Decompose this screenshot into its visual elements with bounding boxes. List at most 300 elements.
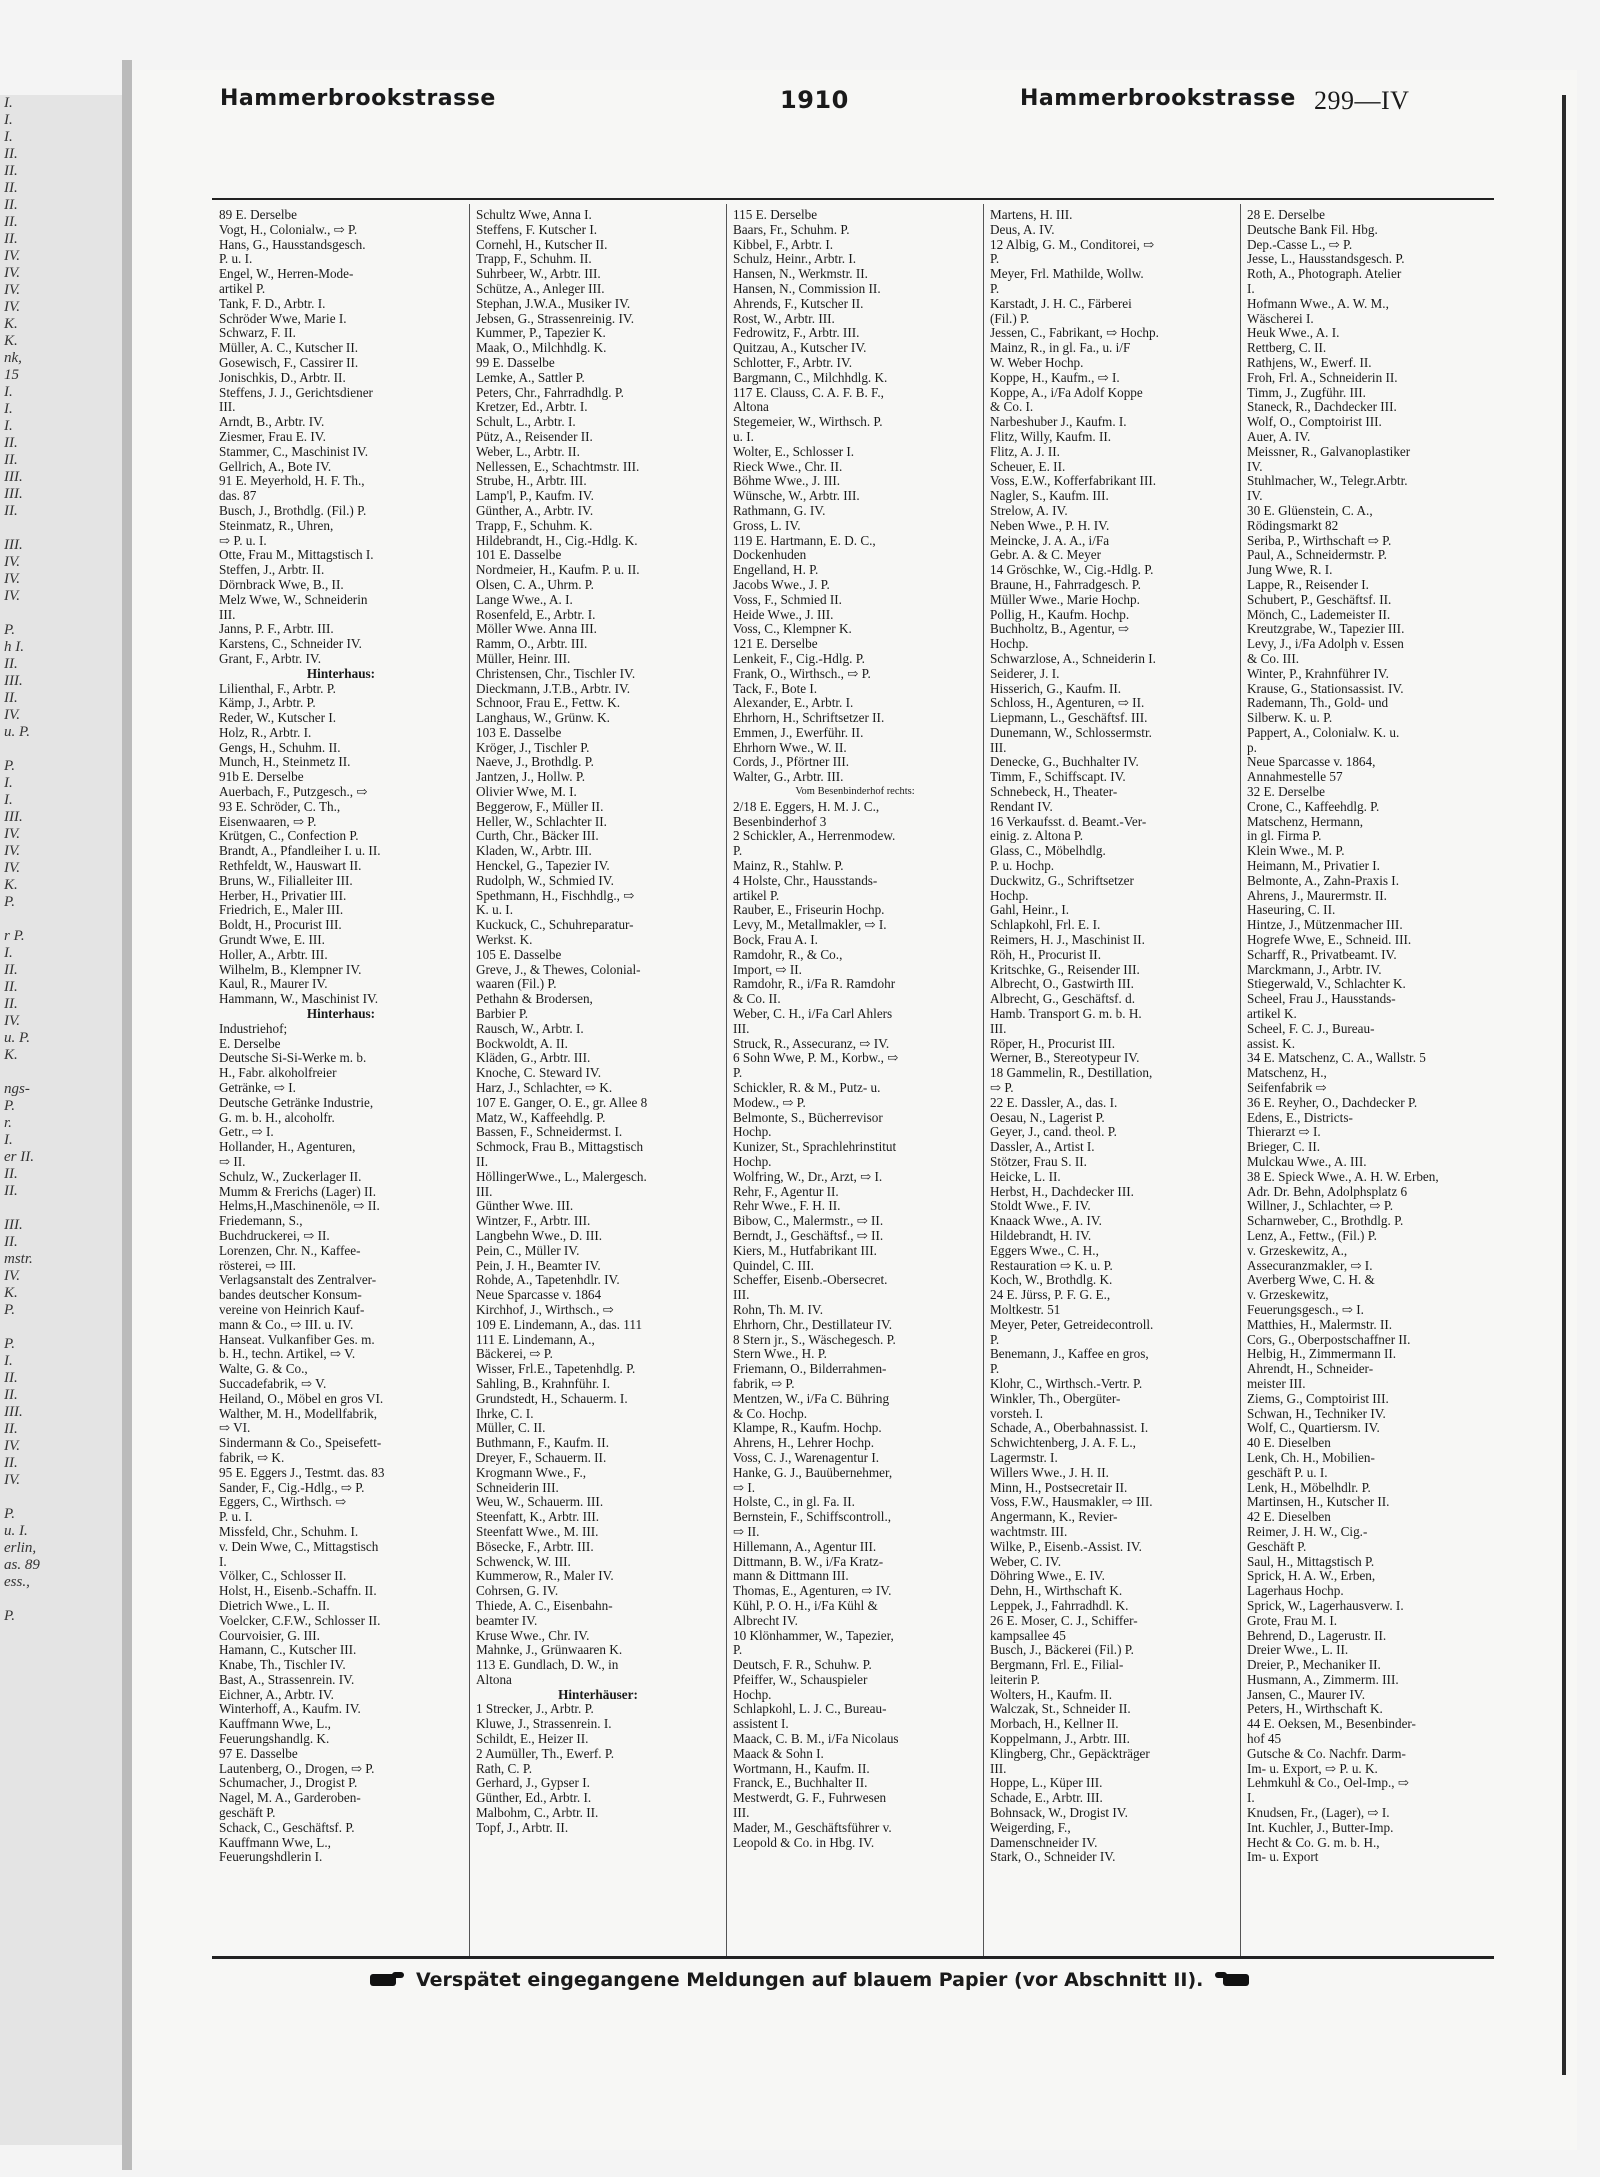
directory-entry: Buchholtz, B., Agentur, ⇨ (990, 622, 1130, 637)
margin-fragment: K. (4, 1047, 18, 1063)
directory-entry: Winterhoff, A., Kaufm. IV. (219, 1702, 361, 1717)
directory-entry: Curth, Chr., Bäcker III. (476, 829, 599, 844)
directory-entry: Grundt Wwe, E. III. (219, 933, 325, 948)
margin-fragment: IV. (4, 265, 20, 281)
directory-entry: Peters, Chr., Fahrradhdlg. P. (476, 385, 624, 400)
directory-entry: 91b E. Derselbe (219, 770, 304, 785)
directory-entry: Rademann, Th., Gold- und (1247, 696, 1389, 711)
directory-entry: Sahling, B., Krahnführ. I. (476, 1376, 611, 1391)
directory-entry: Hamb. Transport G. m. b. H. (990, 1007, 1142, 1022)
directory-entry: Rath, C. P. (476, 1761, 533, 1776)
directory-entry: Glass, C., Möbelhdlg. (990, 844, 1106, 859)
margin-fragment: P. (4, 1098, 15, 1114)
margin-fragment: II. (4, 180, 18, 196)
margin-fragment: II. (4, 656, 18, 672)
directory-entry: (Fil.) P. (990, 311, 1030, 326)
directory-entry: rösterei, ⇨ III. (219, 1258, 296, 1273)
directory-entry: Trapp, F., Schuhm. II. (476, 252, 592, 267)
directory-entry: Gosewisch, F., Cassirer II. (219, 355, 359, 370)
directory-entry: Hecht & Co. G. m. b. H., (1247, 1835, 1380, 1850)
directory-entry: Schwan, H., Techniker IV. (1247, 1406, 1386, 1421)
directory-entry: fabrik, ⇨ P. (733, 1376, 795, 1391)
directory-entry: Heuk Wwe., A. I. (1247, 326, 1340, 341)
directory-entry: 26 E. Moser, C. J., Schiffer- (990, 1613, 1138, 1628)
margin-fragment: IV. (4, 554, 20, 570)
directory-entry: Friedrich, E., Maler III. (219, 903, 344, 918)
directory-entry: Buthmann, F., Kaufm. II. (476, 1436, 610, 1451)
directory-entry: assistent I. (733, 1717, 789, 1732)
directory-entry: Heimann, M., Privatier I. (1247, 859, 1380, 874)
directory-entry: Feuerungshandlg. K. (219, 1732, 330, 1747)
directory-entry: Kunizer, St., Sprachlehrinstitut (733, 1140, 897, 1155)
directory-entry: Neue Sparcasse v. 1864, (1247, 755, 1376, 770)
directory-entry: meister III. (1247, 1376, 1306, 1391)
directory-entry: Kluwe, J., Strassenrein. I. (476, 1717, 612, 1732)
directory-entry: Schickler, R. & M., Putz- u. (733, 1081, 881, 1096)
directory-entry: III. (733, 1806, 750, 1821)
directory-entry: Gellrich, A., Bote IV. (219, 459, 332, 474)
directory-entry: Maack & Sohn I. (733, 1746, 824, 1761)
margin-fragment: IV. (4, 707, 20, 723)
directory-entry: 91 E. Meyerhold, H. F. Th., (219, 474, 365, 489)
directory-entry: Emmen, J., Ewerführ. II. (733, 725, 864, 740)
directory-entry: Günther, A., Arbtr. IV. (476, 503, 594, 518)
directory-entry: III. (990, 740, 1007, 755)
directory-entry: Kühl, P. O. H., i/Fa Kühl & (733, 1598, 878, 1613)
directory-entry: Rendant IV. (990, 799, 1053, 814)
directory-entry: Getränke, ⇨ I. (219, 1081, 296, 1096)
directory-entry: Lamp'l, P., Kaufm. IV. (476, 489, 594, 504)
directory-entry: Brandt, A., Pfandleiher I. u. II. (219, 844, 381, 859)
directory-entry: Ramm, O., Arbtr. III. (476, 637, 588, 652)
directory-entry: Hochp. (990, 637, 1029, 652)
margin-fragment (0, 1200, 122, 1217)
directory-entry: Harz, J., Schlachter, ⇨ K. (476, 1081, 613, 1096)
directory-entry: Wäscherei I. (1247, 311, 1314, 326)
directory-entry: Wünsche, W., Arbtr. III. (733, 489, 860, 504)
directory-entry: Hollander, H., Agenturen, (219, 1140, 356, 1155)
directory-entry: Scheel, F. C. J., Bureau- (1247, 1021, 1375, 1036)
directory-entry: P. (733, 1066, 743, 1081)
directory-entry: beamter IV. (476, 1613, 538, 1628)
directory-entry: Stegemeier, W., Wirthsch. P. (733, 415, 883, 430)
directory-entry: Quindel, C. III. (733, 1258, 814, 1273)
directory-entry: Nellessen, E., Schachtmstr. III. (476, 459, 640, 474)
directory-entry: Timm, J., Zugführ. III. (1247, 385, 1366, 400)
directory-entry: Meyer, Frl. Mathilde, Wollw. (990, 267, 1144, 282)
directory-column-1 (213, 204, 470, 1959)
directory-entry: Int. Kuchler, J., Butter-Imp. (1247, 1820, 1394, 1835)
directory-entry: Tank, F. D., Arbtr. I. (219, 296, 326, 311)
directory-entry: Hildebrandt, H., Cig.-Hdlg. K. (476, 533, 638, 548)
directory-entry: P. (733, 1643, 743, 1658)
directory-entry: ⇨ II. (219, 1155, 246, 1169)
directory-entry: mann & Co., ⇨ III. u. IV. (219, 1317, 354, 1332)
directory-entry: Hoppe, L., Küper III. (990, 1776, 1103, 1791)
margin-fragment: K. (4, 877, 18, 893)
margin-fragment: erlin, (4, 1540, 37, 1556)
directory-entry: Schütze, A., Anleger III. (476, 281, 605, 296)
directory-entry: 4 Holste, Chr., Hausstands- (733, 873, 878, 888)
margin-fragment: II. (4, 962, 18, 978)
margin-fragment: I. (4, 418, 13, 434)
directory-entry: Karstens, C., Schneider IV. (219, 637, 362, 652)
directory-entry: Bohnsack, W., Drogist IV. (990, 1806, 1128, 1821)
directory-entry: Pollig, H., Kaufm. Hochp. (990, 607, 1130, 622)
directory-entry: Feuerungsgesch., ⇨ I. (1247, 1302, 1364, 1317)
directory-entry: Beggerow, F., Müller II. (476, 799, 604, 814)
directory-entry: Albrecht, O., Gastwirth III. (990, 977, 1134, 992)
directory-entry: Günther, Ed., Arbtr. I. (476, 1791, 592, 1806)
directory-entry: Schulz, W., Zuckerlager II. (219, 1169, 362, 1184)
directory-entry: & Co. III. (1247, 651, 1300, 666)
directory-entry: Rost, W., Arbtr. III. (733, 311, 835, 326)
directory-entry: Herber, H., Privatier III. (219, 888, 347, 903)
margin-fragment: III. (4, 673, 23, 689)
directory-entry: Ehrhorn, H., Schriftsetzer II. (733, 711, 885, 726)
directory-entry: Krause, G., Stationsassist. IV. (1247, 681, 1404, 696)
directory-entry: Helms,H.,Maschinenöle, ⇨ II. (219, 1199, 380, 1214)
directory-entry: Deutsch, F. R., Schuhw. P. (733, 1658, 872, 1673)
directory-entry: Koch, W., Brothdlg. K. (990, 1273, 1113, 1288)
directory-entry: Fedrowitz, F., Arbtr. III. (733, 326, 860, 341)
directory-entry: Rathmann, G. IV. (733, 503, 826, 518)
directory-entry: Voss, C., Klempner K. (733, 622, 852, 637)
margin-fragment: III. (4, 486, 23, 502)
directory-entry: Bargmann, C., Milchhdlg. K. (733, 370, 888, 385)
directory-entry: 119 E. Hartmann, E. D. C., (733, 533, 876, 548)
margin-fragment (0, 911, 122, 928)
directory-entry: Malbohm, C., Arbtr. II. (476, 1806, 599, 1821)
directory-entry: K. u. I. (476, 903, 513, 918)
directory-entry: Koppelmann, J., Arbtr. III. (990, 1732, 1130, 1747)
directory-entry: assist. K. (1247, 1036, 1295, 1051)
directory-entry: Damenschneider IV. (990, 1835, 1098, 1850)
directory-entry: Baars, Fr., Schuhm. P. (733, 222, 850, 237)
directory-entry: Schlotter, F., Arbtr. IV. (733, 355, 853, 370)
margin-fragment: II. (4, 1234, 18, 1250)
directory-entry: Thiede, A. C., Eisenbahn- (476, 1598, 613, 1613)
margin-fragment: mstr. (4, 1251, 33, 1267)
directory-entry: Ziesmer, Frau E. IV. (219, 429, 326, 444)
directory-entry: 16 Verkaufsst. d. Beamt.-Ver- (990, 814, 1147, 829)
directory-entry: Holler, A., Arbtr. III. (219, 947, 328, 962)
margin-fragment: I. (4, 401, 13, 417)
directory-entry: P. u. I. (219, 1510, 253, 1525)
directory-entry: Engel, W., Herren-Mode- (219, 267, 354, 282)
previous-page-margin (0, 95, 122, 2145)
directory-entry: Rauber, E., Friseurin Hochp. (733, 903, 885, 918)
directory-entry: Barbier P. (476, 1007, 529, 1022)
directory-entry: Bernstein, F., Schiffscontroll., (733, 1510, 892, 1525)
directory-entry: Meyer, Peter, Getreidecontroll. (990, 1317, 1154, 1332)
directory-entry: III. (733, 1288, 750, 1303)
directory-entry: Schubert, P., Geschäftsf. II. (1247, 592, 1392, 607)
directory-entry: Weber, C. IV. (990, 1554, 1062, 1569)
directory-entry: Bibow, C., Malermstr., ⇨ II. (733, 1214, 884, 1229)
directory-entry: Hans, G., Hausstandsgesch. (219, 237, 366, 252)
margin-fragment (0, 1319, 122, 1336)
directory-entry: Haseuring, C. II. (1247, 903, 1336, 918)
directory-entry: Wolfring, W., Dr., Arzt, ⇨ I. (733, 1169, 883, 1184)
directory-entry: Schack, C., Geschäftsf. P. (219, 1820, 355, 1835)
directory-entry: Hanseat. Vulkanfiber Ges. m. (219, 1332, 375, 1347)
directory-entry: Hogrefe Wwe, E., Schneid. III. (1247, 933, 1412, 948)
directory-entry: einig. z. Altona P. (990, 829, 1084, 844)
directory-entry: 1 Strecker, J., Arbtr. P. (476, 1702, 594, 1717)
margin-fragment: II. (4, 231, 18, 247)
directory-entry: Steffens, J. J., Gerichtsdiener (219, 385, 373, 400)
directory-entry: Lenz, A., Fettw., (Fil.) P. (1247, 1228, 1377, 1243)
directory-entry: 8 Stern jr., S., Wäschegesch. P. (733, 1332, 896, 1347)
directory-entry: Brieger, C. II. (1247, 1140, 1321, 1155)
directory-entry: 111 E. Lindemann, A., (476, 1332, 595, 1347)
margin-fragment: I. (4, 775, 13, 791)
directory-entry: fabrik, ⇨ K. (219, 1450, 285, 1465)
directory-entry: Rettberg, C. II. (1247, 341, 1327, 356)
directory-entry: 103 E. Dasselbe (476, 725, 562, 740)
directory-entry: wachtmstr. III. (990, 1524, 1068, 1539)
directory-entry: Bergmann, Frl. E., Filial- (990, 1658, 1124, 1673)
directory-entry: Bösecke, F., Arbtr. III. (476, 1539, 594, 1554)
margin-fragment: P. (4, 1302, 15, 1318)
directory-entry: Dassler, A., Artist I. (990, 1140, 1095, 1155)
directory-entry: u. I. (733, 429, 754, 444)
directory-entry: Missfeld, Chr., Schuhm. I. (219, 1524, 359, 1539)
directory-entry: Saul, H., Mittagstisch P. (1247, 1554, 1375, 1569)
directory-entry: Dreier, P., Mechaniker II. (1247, 1658, 1381, 1673)
directory-entry: Trapp, F., Schuhm. K. (476, 518, 593, 533)
directory-entry: Flitz, Willy, Kaufm. II. (990, 429, 1112, 444)
directory-entry: Kruse Wwe., Chr. IV. (476, 1628, 590, 1643)
directory-entry: Jessen, C., Fabrikant, ⇨ Hochp. (990, 326, 1159, 341)
margin-fragment: IV. (4, 1013, 20, 1029)
directory-entry: Verlagsanstalt des Zentralver- (219, 1273, 377, 1288)
directory-entry: Maack, C. B. M., i/Fa Nicolaus (733, 1732, 899, 1747)
directory-entry: artikel P. (219, 281, 266, 296)
margin-fragment: II. (4, 979, 18, 995)
directory-entry: Sindermann & Co., Speisefett- (219, 1436, 382, 1451)
directory-entry: 32 E. Derselbe (1247, 785, 1325, 800)
directory-entry: Pfeiffer, W., Schauspieler (733, 1672, 868, 1687)
margin-fragment: r P. (4, 928, 25, 944)
directory-entry: Scheel, Frau J., Hausstands- (1247, 992, 1396, 1007)
directory-entry: Im- u. Export (1247, 1850, 1319, 1865)
directory-entry: Stoldt Wwe., F. IV. (990, 1199, 1091, 1214)
directory-columns (213, 204, 1497, 1959)
directory-entry: v. Dein Wwe, C., Mittagstisch (219, 1539, 379, 1554)
directory-entry: 97 E. Dasselbe (219, 1746, 298, 1761)
directory-entry: 34 E. Matschenz, C. A., Wallstr. 5 (1247, 1051, 1426, 1066)
directory-entry: 2/18 E. Eggers, H. M. J. C., (733, 799, 880, 814)
directory-entry: Kiers, M., Hutfabrikant III. (733, 1243, 877, 1258)
directory-entry: IV. (1247, 459, 1263, 474)
directory-entry: Wortmann, H., Kaufm. II. (733, 1761, 870, 1776)
directory-entry: Schröder Wwe, Marie I. (219, 311, 347, 326)
directory-entry: Heide Wwe., J. III. (733, 607, 834, 622)
directory-entry: Pappert, A., Colonialw. K. u. (1247, 725, 1400, 740)
directory-entry: Röh, H., Procurist II. (990, 947, 1101, 962)
directory-entry: bandes deutscher Konsum- (219, 1288, 362, 1303)
directory-entry: p. (1247, 740, 1257, 755)
margin-fragment: 15 (4, 367, 19, 383)
directory-entry: Lange Wwe., A. I. (476, 592, 573, 607)
directory-entry: Dieckmann, J.T.B., Arbtr. IV. (476, 681, 631, 696)
directory-entry: Schnebeck, H., Theater- (990, 785, 1118, 800)
directory-entry: Flitz, A. J. II. (990, 444, 1060, 459)
directory-entry: Leopold & Co. in Hbg. IV. (733, 1835, 875, 1850)
directory-entry: 18 Gammelin, R., Destillation, (990, 1066, 1153, 1081)
directory-entry: Buchdruckerei, ⇨ II. (219, 1228, 330, 1243)
directory-entry: 22 E. Dassler, A., das. I. (990, 1095, 1118, 1110)
directory-entry: Willner, J., Schlachter, ⇨ P. (1247, 1199, 1394, 1214)
directory-entry: Steenfatt, K., Arbtr. III. (476, 1510, 600, 1525)
directory-entry: Kläden, G., Arbtr. III. (476, 1051, 591, 1066)
directory-entry: Paul, A., Schneidermstr. P. (1247, 548, 1387, 563)
directory-entry: Hochp. (733, 1687, 772, 1702)
directory-entry: Geyer, J., cand. theol. P. (990, 1125, 1117, 1140)
directory-entry: Tack, F., Bote I. (733, 681, 818, 696)
directory-entry: Sprick, H. A. W., Erben, (1247, 1569, 1376, 1584)
directory-entry: Strelow, A. IV. (990, 503, 1068, 518)
directory-entry: Stephan, J.W.A., Musiker IV. (476, 296, 631, 311)
directory-entry: Schmock, Frau B., Mittagstisch (476, 1140, 644, 1155)
directory-entry: Rieck Wwe., Chr. II. (733, 459, 843, 474)
directory-entry: Mönch, C., Lademeister II. (1247, 607, 1391, 622)
directory-entry: Weu, W., Schauerm. III. (476, 1495, 604, 1510)
directory-entry: P. (990, 281, 1000, 296)
directory-entry: Lagerhaus Hochp. (1247, 1584, 1344, 1599)
margin-fragment: I. (4, 95, 13, 111)
directory-entry: Maak, O., Milchhdlg. K. (476, 341, 607, 356)
directory-entry: Besenbinderhof 3 (733, 814, 827, 829)
directory-entry: Strube, H., Arbtr. III. (476, 474, 587, 489)
directory-entry: III. (476, 1184, 493, 1199)
directory-entry: Dietrich Wwe., L. II. (219, 1598, 330, 1613)
directory-entry: Krogmann Wwe., F., (476, 1465, 587, 1480)
directory-entry: Deutsche Si-Si-Werke m. b. (219, 1051, 367, 1066)
directory-entry: & Co. Hochp. (733, 1406, 807, 1421)
directory-entry: Seiderer, J. I. (990, 666, 1060, 681)
directory-entry: Neue Sparcasse v. 1864 (476, 1288, 602, 1303)
directory-entry: Schulz, Heinr., Arbtr. I. (733, 252, 857, 267)
directory-entry: ⇨ I. (733, 1480, 756, 1495)
directory-entry: Restauration ⇨ K. u. P. (990, 1258, 1113, 1273)
directory-entry: Denecke, G., Buchhalter IV. (990, 755, 1139, 770)
directory-entry: Hanke, G. J., Bauübernehmer, (733, 1465, 893, 1480)
directory-entry: Matz, W., Kaffeehdlg. P. (476, 1110, 606, 1125)
directory-entry: Winter, P., Krahnführer IV. (1247, 666, 1389, 681)
directory-entry: Meincke, J. A. A., i/Fa (990, 533, 1110, 548)
margin-fragment: II. (4, 163, 18, 179)
directory-entry: 89 E. Derselbe (219, 208, 297, 222)
directory-entry: Hinterhaus: (306, 666, 376, 681)
margin-fragment: IV. (4, 1472, 20, 1488)
directory-entry: Ahrens, J., Maurermstr. II. (1247, 888, 1387, 903)
directory-entry: Albrecht IV. (733, 1613, 798, 1628)
directory-entry: Weber, C. H., i/Fa Carl Ahlers (733, 1007, 893, 1022)
late-reports-text: Verspätet eingegangene Meldungen auf blauem Papier (vor Abschnitt II). (416, 1969, 1204, 1991)
directory-entry: Albrecht, G., Geschäftsf. d. (990, 992, 1136, 1007)
directory-entry: Schwarzlose, A., Schneiderin I. (990, 651, 1156, 666)
directory-entry: Suhrbeer, W., Arbtr. III. (476, 267, 601, 282)
directory-entry: Heicke, L. II. (990, 1169, 1061, 1184)
directory-entry: Müller Wwe., Marie Hochp. (990, 592, 1140, 607)
directory-entry: Friedemann, S., (219, 1214, 303, 1229)
directory-entry: v. Grzeskewitz, A., (1247, 1243, 1348, 1258)
margin-fragment: IV. (4, 826, 20, 842)
right-edge-rule (1562, 95, 1566, 2075)
directory-entry: Knoche, C. Steward IV. (476, 1066, 602, 1081)
directory-entry: Klingberg, Chr., Gepäckträger (990, 1746, 1150, 1761)
directory-entry: Holste, C., in gl. Fa. II. (733, 1495, 855, 1510)
directory-entry: Bast, A., Strassenrein. IV. (219, 1672, 355, 1687)
directory-entry: Wolters, H., Kaufm. II. (990, 1687, 1112, 1702)
directory-entry: Dreier Wwe., L. II. (1247, 1643, 1349, 1658)
directory-entry: Reder, W., Kutscher I. (219, 711, 337, 726)
directory-entry: Gengs, H., Schuhm. II. (219, 740, 341, 755)
directory-entry: Getr., ⇨ I. (219, 1125, 274, 1140)
directory-entry: Jesse, L., Hausstandsgesch. P. (1247, 252, 1405, 267)
directory-entry: Werner, B., Stereotypeur IV. (990, 1051, 1140, 1066)
directory-entry: Weber, L., Arbtr. II. (476, 444, 580, 459)
margin-fragment: II. (4, 146, 18, 162)
directory-entry: ⇨ II. (733, 1524, 760, 1539)
directory-entry: Alexander, E., Arbtr. I. (733, 696, 854, 711)
header-rule (212, 198, 1494, 200)
directory-entry: Henckel, G., Tapezier IV. (476, 859, 610, 874)
margin-fragment: II. (4, 452, 18, 468)
directory-entry: artikel P. (733, 888, 780, 903)
directory-entry: Matschenz, H., (1247, 1066, 1327, 1081)
margin-fragment: II. (4, 1455, 18, 1471)
directory-entry: Schneiderin III. (476, 1480, 559, 1495)
directory-entry: Frank, O., Wirthsch., ⇨ P. (733, 666, 871, 681)
margin-fragment: I. (4, 1353, 13, 1369)
directory-entry: Krütgen, C., Confection P. (219, 829, 359, 844)
directory-entry: geschäft P. (219, 1806, 276, 1821)
directory-entry: Seifenfabrik ⇨ (1247, 1081, 1327, 1096)
directory-entry: Pein, J. H., Beamter IV. (476, 1258, 601, 1273)
directory-entry: Deutsche Bank Fil. Hbg. (1247, 222, 1378, 237)
directory-entry: Hintze, J., Mützenmacher III. (1247, 918, 1403, 933)
directory-entry: I. (1247, 1791, 1255, 1806)
directory-entry: Mentzen, W., i/Fa C. Bühring (733, 1391, 890, 1406)
directory-entry: Wilke, P., Eisenb.-Assist. IV. (990, 1539, 1142, 1554)
directory-entry: Rohde, A., Tapetenhdlr. IV. (476, 1273, 620, 1288)
directory-entry: Ramdohr, R., i/Fa R. Ramdohr (733, 977, 896, 992)
directory-entry: Stiegerwald, V., Schlachter K. (1247, 977, 1406, 992)
directory-entry: 93 E. Schröder, C. Th., (219, 799, 341, 814)
directory-entry: Thierarzt ⇨ I. (1247, 1125, 1321, 1140)
directory-entry: Hansen, N., Werkmstr. II. (733, 267, 868, 282)
directory-entry: Busch, J., Brothdlg. (Fil.) P. (219, 503, 367, 518)
directory-entry: 12 Albig, G. M., Conditorei, ⇨ (990, 237, 1155, 252)
directory-entry: Willers Wwe., J. H. II. (990, 1465, 1109, 1480)
margin-fragment: er II. (4, 1149, 34, 1165)
page-number: 299—IV (1314, 86, 1410, 115)
directory-entry: Kritschke, G., Reisender III. (990, 962, 1140, 977)
directory-entry: geschäft P. u. I. (1247, 1465, 1328, 1480)
directory-entry: Succadefabrik, ⇨ V. (219, 1376, 327, 1391)
directory-entry: Grote, Frau M. I. (1247, 1613, 1338, 1628)
margin-fragment: IV. (4, 843, 20, 859)
directory-entry: Döhring Wwe., E. IV. (990, 1569, 1105, 1584)
directory-entry: Schumacher, J., Drogist P. (219, 1776, 358, 1791)
directory-entry: Averberg Wwe, C. H. & (1247, 1273, 1375, 1288)
directory-entry: Reimers, H. J., Maschinist II. (990, 933, 1145, 948)
directory-entry: Dehn, H., Wirthschaft K. (990, 1584, 1123, 1599)
